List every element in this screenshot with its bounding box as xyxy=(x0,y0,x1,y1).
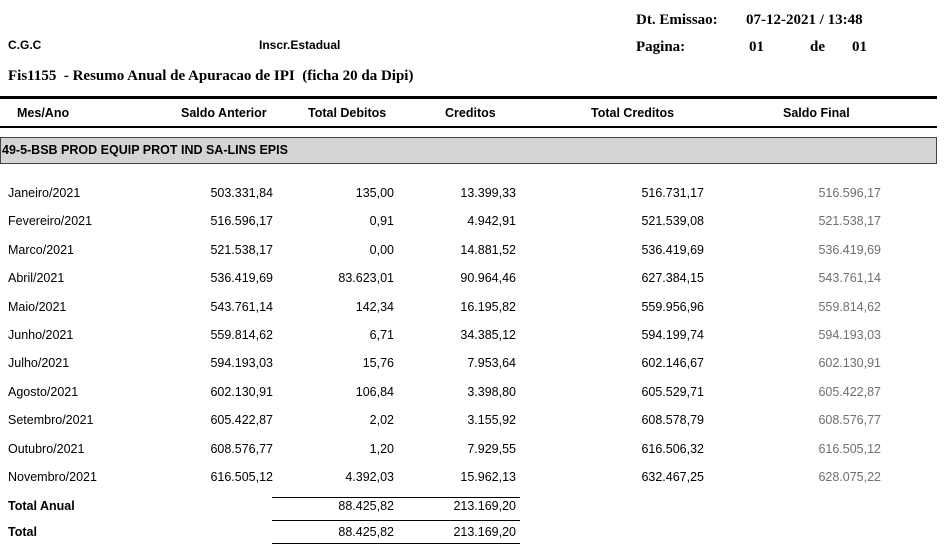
cell-creditos: 14.881,52 xyxy=(460,242,516,257)
cell-total-creditos: 608.578,79 xyxy=(641,413,704,428)
cell-saldo-anterior: 616.505,12 xyxy=(210,470,273,484)
pagina-de: de xyxy=(810,39,825,55)
totals-middle-line xyxy=(272,520,520,521)
emissao-value: 07-12-2021 / 13:48 xyxy=(746,12,863,28)
cell-mes: Outubro/2021 xyxy=(8,441,85,456)
cell-saldo-anterior: 536.419,69 xyxy=(210,271,273,286)
cell-mes: Janeiro/2021 xyxy=(8,186,81,200)
cell-mes: Fevereiro/2021 xyxy=(8,214,93,229)
cell-saldo-final: 608.576,77 xyxy=(818,413,881,428)
cell-mes: Julho/2021 xyxy=(8,356,70,371)
cell-total-creditos: 521.539,08 xyxy=(641,214,704,229)
total-creditos-value: 213.169,20 xyxy=(453,525,516,539)
cell-creditos: 13.399,33 xyxy=(460,186,516,200)
cell-total-debitos: 106,84 xyxy=(355,384,394,399)
cell-mes: Marco/2021 xyxy=(8,242,75,257)
cell-saldo-final: 543.761,14 xyxy=(818,271,881,286)
cell-total-debitos: 135,00 xyxy=(355,186,394,200)
totals-bottom-line xyxy=(272,543,520,544)
total-label: Total xyxy=(8,525,37,539)
cell-total-debitos: 2,02 xyxy=(369,413,394,428)
cell-creditos: 15.962,13 xyxy=(460,470,516,484)
cell-total-creditos: 605.529,71 xyxy=(641,384,704,399)
cell-total-creditos: 536.419,69 xyxy=(641,242,704,257)
cell-mes: Maio/2021 xyxy=(8,299,67,314)
cell-total-creditos: 559.956,96 xyxy=(641,299,704,314)
pagina-number: 01 xyxy=(749,39,764,55)
total-debitos-value: 88.425,82 xyxy=(338,499,394,513)
cell-total-creditos: 632.467,25 xyxy=(641,470,704,484)
cell-total-debitos: 6,71 xyxy=(369,328,394,342)
cell-creditos: 16.195,82 xyxy=(460,299,516,314)
cell-total-creditos: 594.199,74 xyxy=(641,328,704,342)
cell-total-creditos: 516.731,17 xyxy=(641,186,704,200)
cell-saldo-final: 628.075,22 xyxy=(818,470,881,484)
cell-total-debitos: 83.623,01 xyxy=(338,271,394,286)
cell-saldo-anterior: 594.193,03 xyxy=(210,356,273,371)
cell-saldo-anterior: 605.422,87 xyxy=(210,413,273,428)
cell-creditos: 90.964,46 xyxy=(460,271,516,286)
company-name: 49-5-BSB PROD EQUIP PROT IND SA-LINS EPIS xyxy=(2,143,288,157)
cell-creditos: 34.385,12 xyxy=(460,328,516,342)
pagina-total: 01 xyxy=(852,39,867,55)
inscr-estadual-label: Inscr.Estadual xyxy=(259,38,341,52)
col-creditos: Creditos xyxy=(445,106,496,120)
cell-saldo-final: 516.596,17 xyxy=(818,186,881,200)
col-mes-ano: Mes/Ano xyxy=(17,106,70,120)
cell-creditos: 3.155,92 xyxy=(467,413,516,428)
cell-saldo-anterior: 543.761,14 xyxy=(210,299,273,314)
total-debitos-value: 88.425,82 xyxy=(338,525,394,539)
cell-saldo-final: 602.130,91 xyxy=(818,356,881,371)
cell-mes: Abril/2021 xyxy=(8,271,65,286)
header-top-rule xyxy=(0,96,937,99)
report-title: Fis1155 - Resumo Anual de Apuracao de IPI (ficha 20 da Dipi) xyxy=(8,68,414,84)
cell-total-debitos: 1,20 xyxy=(369,441,394,456)
col-saldo-final: Saldo Final xyxy=(783,106,850,120)
cell-saldo-anterior: 559.814,62 xyxy=(210,328,273,342)
cell-saldo-anterior: 602.130,91 xyxy=(210,384,273,399)
cell-total-debitos: 15,76 xyxy=(362,356,394,371)
col-total-creditos: Total Creditos xyxy=(591,106,675,120)
cell-creditos: 7.953,64 xyxy=(467,356,516,371)
total-creditos-value: 213.169,20 xyxy=(453,499,516,513)
totals-top-line xyxy=(272,497,520,498)
cell-total-creditos: 616.506,32 xyxy=(641,441,704,456)
cell-total-debitos: 0,91 xyxy=(369,214,394,229)
cell-saldo-final: 594.193,03 xyxy=(818,328,881,342)
cell-total-creditos: 627.384,15 xyxy=(641,271,704,286)
cell-total-debitos: 4.392,03 xyxy=(345,470,394,484)
emissao-label: Dt. Emissao: xyxy=(636,12,718,28)
cell-mes: Novembro/2021 xyxy=(8,470,97,484)
cell-total-creditos: 602.146,67 xyxy=(641,356,704,371)
cell-saldo-final: 536.419,69 xyxy=(818,242,881,257)
col-saldo-anterior: Saldo Anterior xyxy=(181,106,267,120)
header-bottom-rule xyxy=(0,126,937,128)
col-total-debitos: Total Debitos xyxy=(308,106,387,120)
pagina-label: Pagina: xyxy=(636,39,686,55)
cell-saldo-anterior: 521.538,17 xyxy=(210,242,273,257)
cell-saldo-final: 605.422,87 xyxy=(818,384,881,399)
cell-total-debitos: 142,34 xyxy=(355,299,394,314)
cell-saldo-final: 521.538,17 xyxy=(818,214,881,229)
cell-saldo-anterior: 608.576,77 xyxy=(210,441,273,456)
cgc-label: C.G.C xyxy=(8,38,42,52)
cell-saldo-anterior: 503.331,84 xyxy=(210,186,273,200)
cell-saldo-final: 616.505,12 xyxy=(818,441,881,456)
cell-total-debitos: 0,00 xyxy=(369,242,394,257)
cell-saldo-anterior: 516.596,17 xyxy=(210,214,273,229)
cell-saldo-final: 559.814,62 xyxy=(818,299,881,314)
company-band xyxy=(0,137,937,164)
total-label: Total Anual xyxy=(8,499,75,513)
cell-creditos: 7.929,55 xyxy=(467,441,516,456)
cell-creditos: 3.398,80 xyxy=(467,384,516,399)
cell-creditos: 4.942,91 xyxy=(467,214,516,229)
cell-mes: Agosto/2021 xyxy=(8,384,79,399)
cell-mes: Setembro/2021 xyxy=(8,413,94,428)
cell-mes: Junho/2021 xyxy=(8,328,74,342)
